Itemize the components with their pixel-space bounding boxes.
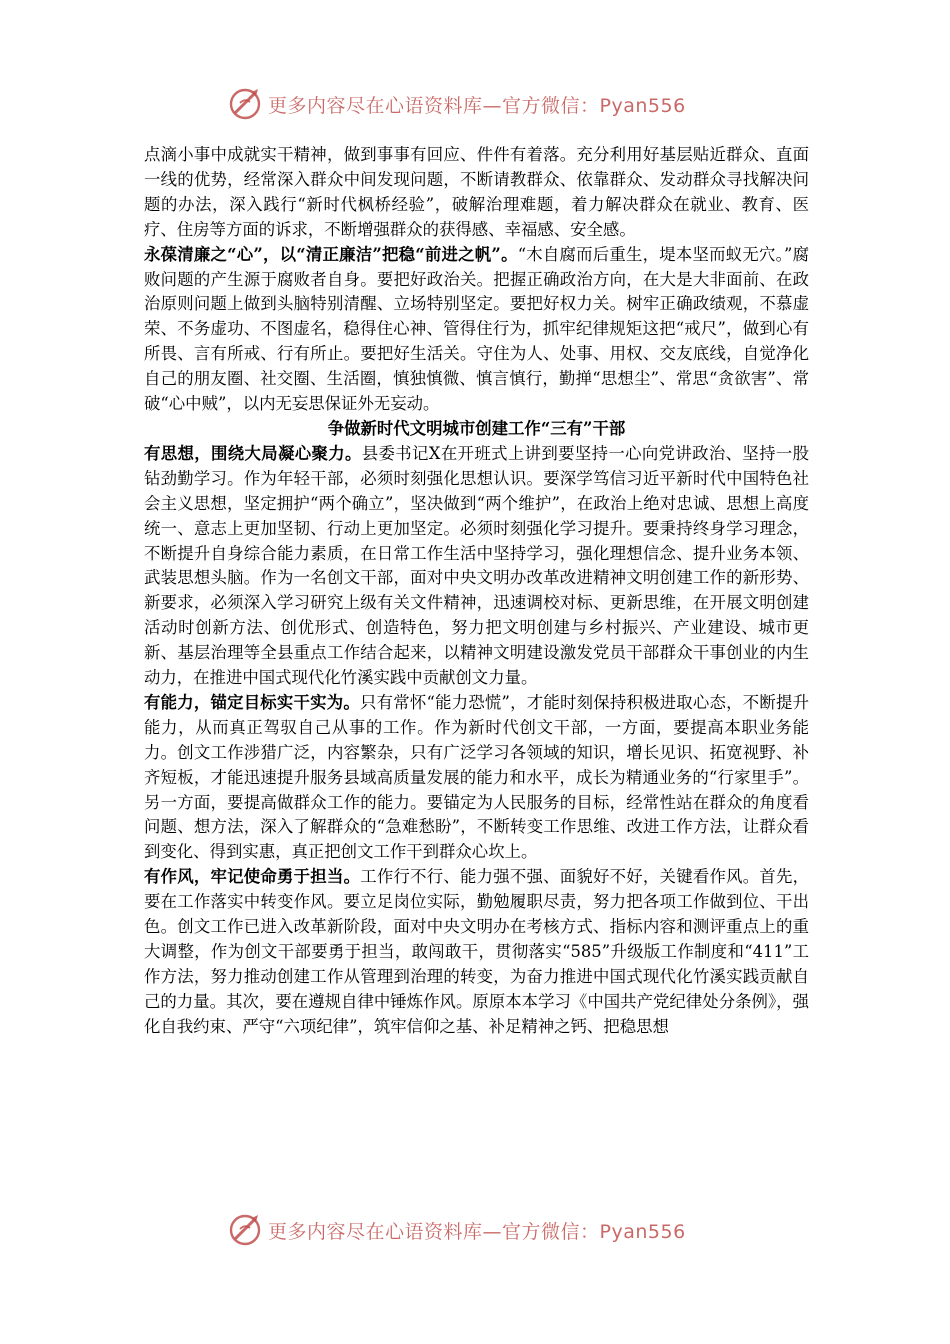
- footer-watermark-banner: [228, 1210, 748, 1250]
- section-1-text: 县委书记X在开班式上讲到要坚持一心向党讲政治、坚持一股钻劲勤学习。作为年轻干部，必须时刻强化思想认识。要深学笃信习近平新时代中国特色社会主义思想，坚定拥护“两个确立”，坚决做到“两个维护”，在政治上绝对忠诚、思想上高度统一、意志上更加坚韧、行动上更加坚定。必须时刻强化学习提升。要秉持终身学习理念，不断提升自身综合能力素质，在日常工作生活中坚持学习，强化理想信念、提升业务本领、武装思想头脑。作为一名创文干部，面对中央文明办改革改进精神文明创建工作的新形势、新要求，必须深入学习研究上级有关文件精神，迅速调校对标、更新思维，在开展文明创建活动时创新方法、创优形式、创造特色，努力把文明创建与乡村振兴、产业建设、城市更新、基层治理等全县重点工作结合起来，以精神文明建设激发党员干部群众干事创业的内生动力，在推进中国式现代化竹溪实践中贡献创文力量。: [144, 443, 810, 688]
- brand-logo-icon: [228, 86, 264, 122]
- section-2-text: 只有常怀“能力恐慌”，才能时刻保持积极进取心态，不断提升能力，从而真正驾驭自己从事的工作。作为新时代创文干部，一方面，要提高本职业务能力。创文工作涉猎广泛，内容繁杂，只有广泛学习各领域的知识，增长见识、拓宽视野、补齐短板，才能迅速提升服务县域高质量发展的能力和水平，成长为精通业务的“行家里手”。另一方面，要提高做群众工作的能力。要锚定为人民服务的目标，经常性站在群众的角度看问题、想方法，深入了解群众的“急难愁盼”，不断转变工作思维、改进工作方法，让群众看到变化、得到实惠，真正把创文工作干到群众心坎上。: [144, 692, 810, 862]
- paragraph-1: [144, 143, 809, 243]
- section-title: 争做新时代文明城市创建工作“三有”干部: [327, 418, 626, 438]
- paragraph-2-text: “木自腐而后重生，堤本坚而蚁无穴。”腐败问题的产生源于腐败者自身。要把好政治关。把握正确政治方向，在大是大非面前、在政治原则问题上做到头脑特别清醒、立场特别坚定。要把好权力关。树牢正确政绩观，不慕虚荣、不务虚功、不图虚名，稳得住心神、管得住行为，抓牢纪律规矩这把“戒尺”，做到心有所畏、言有所戒、行有所止。要把好生活关。守住为人、处事、用权、交友底线，自觉净化自己的朋友圈、社交圈、生活圈，慎独慎微、慎言慎行，勤掸“思想尘”、常思“贪欲害”、常破“心中贼”，以内无妄思保证外无妄动。: [144, 244, 809, 414]
- section-2-lead: 有能力，锚定目标实干实为。: [144, 692, 361, 712]
- section-3-lead: 有作风，牢记使命勇于担当。: [144, 867, 361, 887]
- section-2: [144, 691, 809, 865]
- paragraph-2-lead: 永葆清廉之“心”，以“清正廉洁”把稳“前进之帆”。: [144, 244, 518, 264]
- section-3: [144, 865, 809, 1039]
- footer-banner-text: 更多内容尽在心语资料库—官方微信：Pyan556: [268, 1220, 686, 1243]
- section-3-text: 工作行不行、能力强不强、面貌好不好，关键看作风。首先，要在工作落实中转变作风。要立足岗位实际，勤勉履职尽责，努力把各项工作做到位、干出色。创文工作已进入改革新阶段，面对中央文明办在考核方式、指标内容和测评重点上的重大调整，作为创文干部要勇于担当，敢闯敢干，贯彻落实“585”升级版工作制度和“411”工作方法，努力推动创建工作从管理到治理的转变，为奋力推进中国式现代化竹溪实践贡献自己的力量。其次，要在遵规自律中锤炼作风。原原本本学习《中国共产党纪律处分条例》，强化自我约束、严守“六项纪律”，筑牢信仰之基、补足精神之钙、把稳思想: [144, 867, 809, 1036]
- paragraph-2: [144, 243, 809, 417]
- paragraph-1-text: 点滴小事中成就实干精神，做到事事有回应、件件有着落。充分利用好基层贴近群众、直面一线的优势，经常深入群众中间发现问题，不断请教群众、依靠群众、发动群众寻找解决问题的办法，深入践行“新时代枫桥经验”，破解治理难题，着力解决群众在就业、教育、医疗、住房等方面的诉求，不断增强群众的获得感、幸福感、安全感。: [144, 145, 809, 239]
- section-1: [144, 442, 809, 691]
- header-watermark-banner: [228, 84, 748, 124]
- header-banner-text: 更多内容尽在心语资料库—官方微信：Pyan556: [268, 94, 686, 117]
- brand-logo-icon: [228, 1212, 264, 1248]
- section-1-lead: 有思想，围绕大局凝心聚力。: [144, 443, 362, 463]
- document-body: [144, 143, 809, 1040]
